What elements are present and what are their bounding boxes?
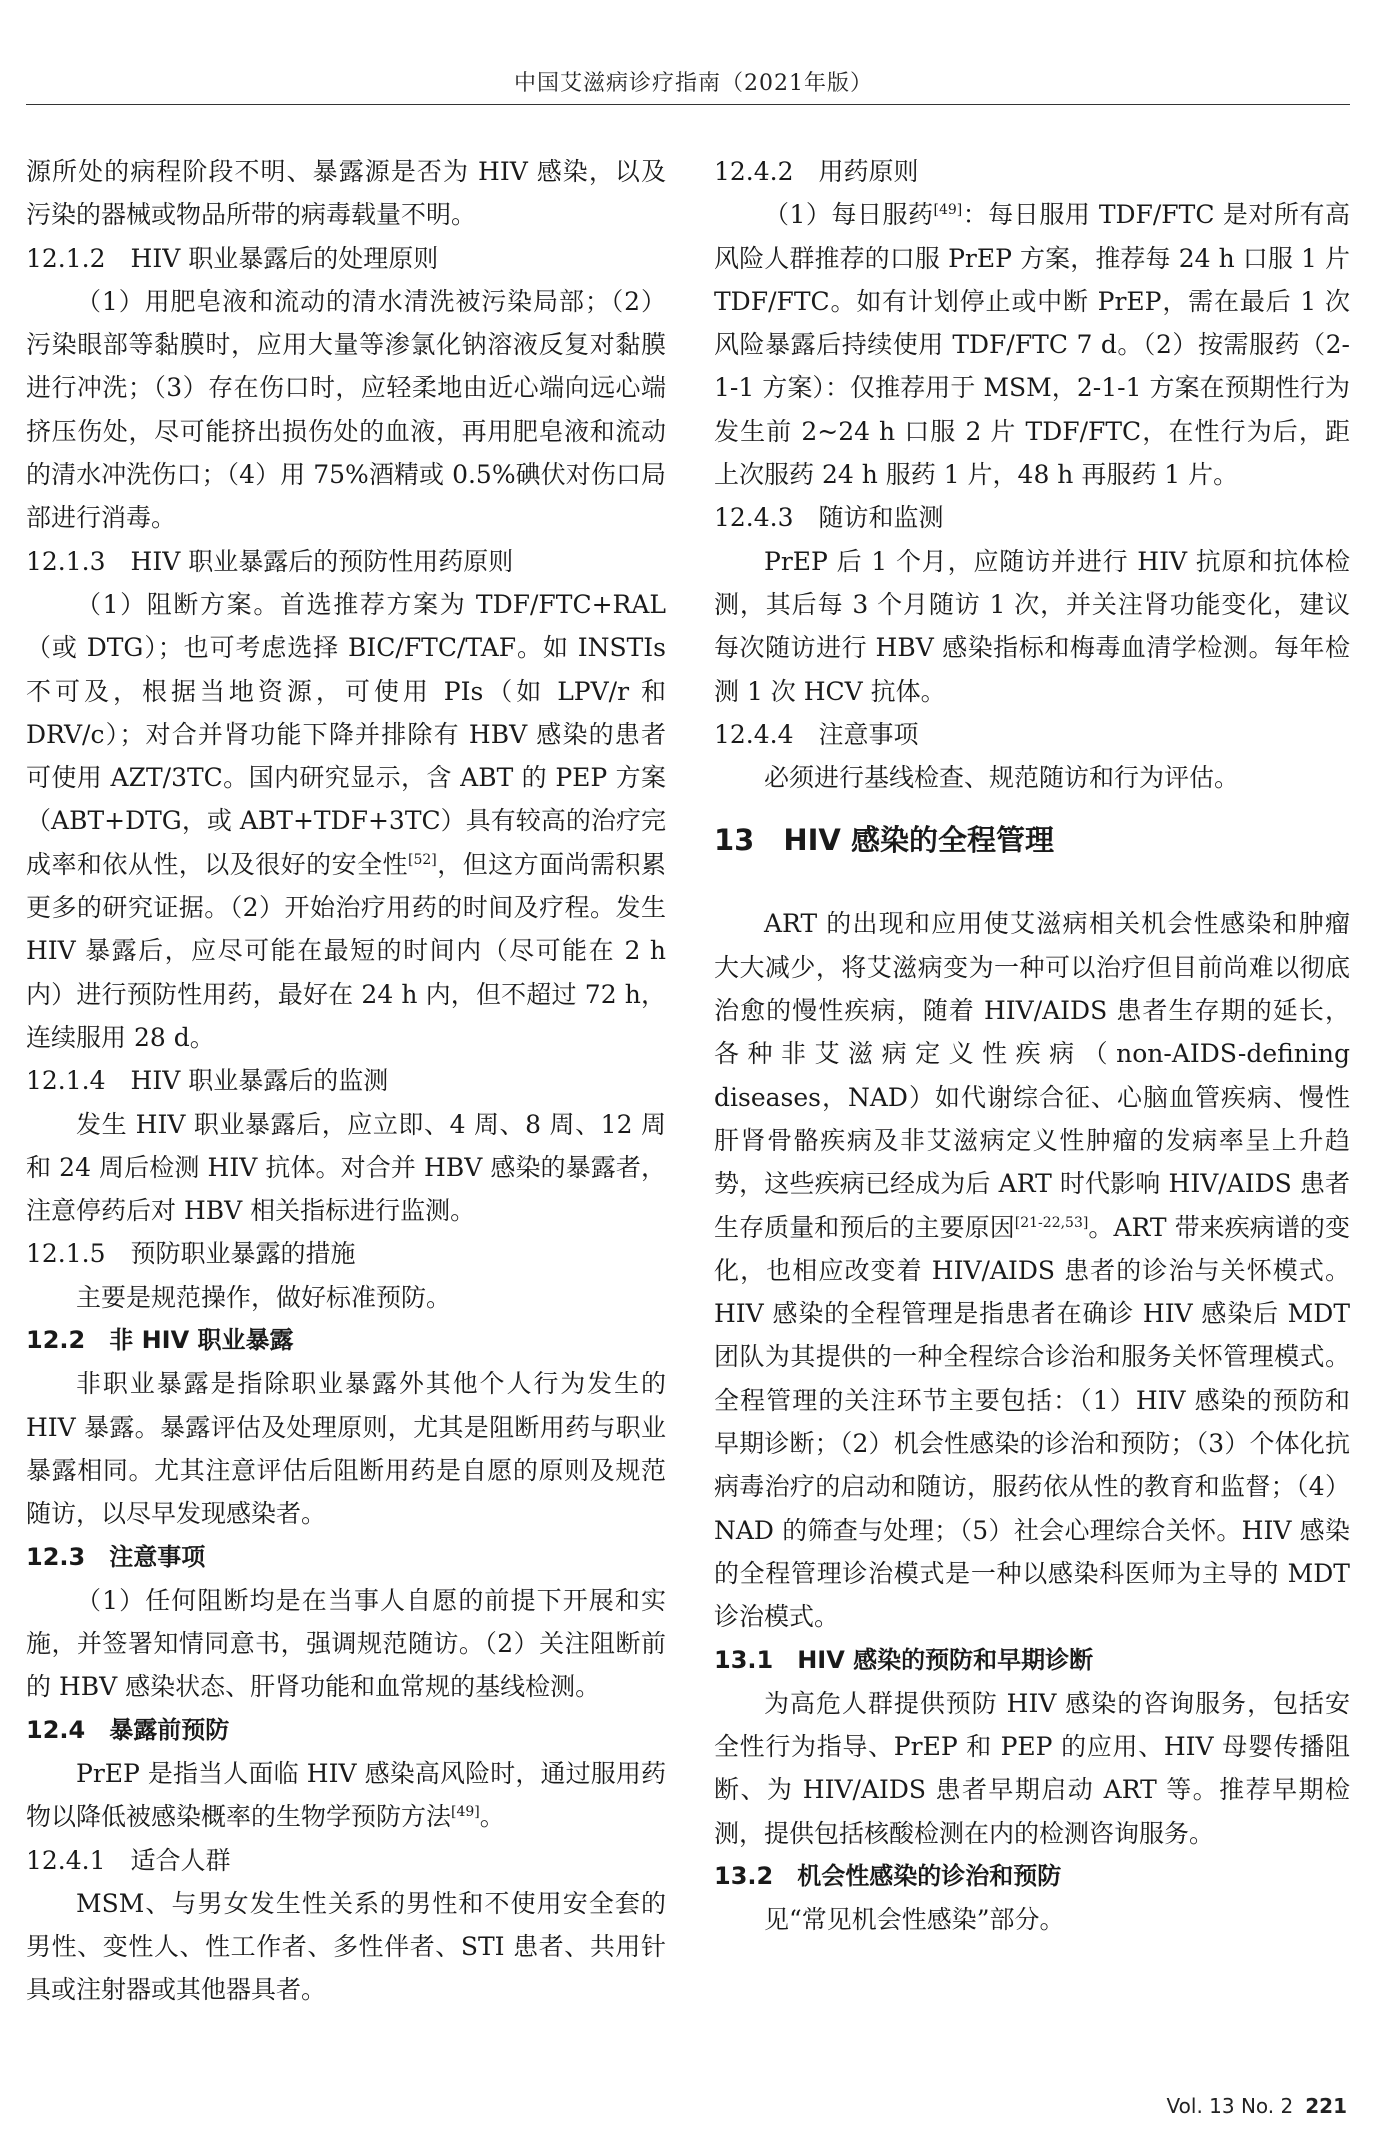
paragraph-text: PrEP 后 1 个月，应随访并进行 HIV 抗原和抗体检测，其后每 3 个月随访 1 次，并关注肾功能变化，建议每次随访进行 HBV 感染指标和梅毒血清学检测。每年检测 1 次 HCV 抗体。 xyxy=(714,546,1350,706)
citation-ref: [49] xyxy=(451,1804,480,1821)
paragraph-text: 为高危人群提供预防 HIV 感染的咨询服务，包括安全性行为指导、PrEP 和 PEP 的应用、HIV 母婴传播阻断、为 HIV/AIDS 患者早期启动 ART 等。推荐早期检测，提供包括核酸检测在内的检测咨询服务。 xyxy=(714,1688,1350,1848)
paragraph xyxy=(714,1898,1350,1941)
sub-subsection-heading: 12.1.2 HIV 职业暴露后的处理原则 xyxy=(26,243,439,273)
paragraph xyxy=(714,193,1350,496)
paragraph-text: PrEP 是指当人面临 HIV 感染高风险时，通过服用药物以降低被感染概率的生物学预防方法 xyxy=(26,1758,666,1832)
paragraph-text: 主要是规范操作，做好标准预防。 xyxy=(76,1282,452,1312)
left-column xyxy=(26,150,666,2012)
paragraph-text-cont: ：每日服用 TDF/FTC 是对所有高风险人群推荐的口服 PrEP 方案，推荐每 24 h 口服 1 片 TDF/FTC。如有计划停止或中断 PrEP，需在最后 1 次风险暴露后持续使用 TDF/FTC 7 d。（2）按需服药（2-1-1 方案）：仅推荐用于 MSM，2-1-1 方案在预期性行为发生前 2~24 h 口服 2 片 TDF/FTC，在性行为后，距上次服药 24 h 服药 1 片，48 h 再服药 1 片。 xyxy=(714,200,1350,490)
subsection-heading: 12.3 注意事项 xyxy=(26,1542,206,1571)
sub-subsection-heading: 12.4.3 随访和监测 xyxy=(714,503,944,533)
sub-subsection-heading: 12.4.4 注意事项 xyxy=(714,719,919,749)
paragraph xyxy=(26,1579,666,1709)
paragraph-text: 必须进行基线检查、规范随访和行为评估。 xyxy=(764,763,1240,793)
paragraph-text: （1）每日服药 xyxy=(764,200,934,230)
paragraph-text: （1）任何阻断均是在当事人自愿的前提下开展和实施，并签署知情同意书，强调规范随访。（2）关注阻断前的 HBV 感染状态、肝肾功能和血常规的基线检测。 xyxy=(26,1585,666,1702)
paragraph-text: MSM、与男女发生性关系的男性和不使用安全套的男性、变性人、性工作者、多性伴者、STI 患者、共用针具或注射器或其他器具者。 xyxy=(26,1888,666,2005)
paragraph-text: 非职业暴露是指除职业暴露外其他个人行为发生的 HIV 暴露。暴露评估及处理原则，尤其是阻断用药与职业暴露相同。尤其注意评估后阻断用药是自愿的原则及规范随访，以尽早发现感染者。 xyxy=(26,1369,666,1529)
page-footer xyxy=(1167,2094,1347,2118)
paragraph-text-cont: 。ART 带来疾病谱的变化，也相应改变着 HIV/AIDS 患者的诊治与关怀模式。HIV 感染的全程管理是指患者在确诊 HIV 感染后 MDT 团队为其提供的一种全程综合诊治和服务关怀管理模式。全程管理的关注环节主要包括：（1）HIV 感染的预防和早期诊断；（2）机会性感染的诊治和预防；（3）个体化抗病毒治疗的启动和随访，服药依从性的教育和监督；（4）NAD 的筛查与处理；（5）社会心理综合关怀。HIV 感染的全程管理诊治模式是一种以感染科医师为主导的 MDT 诊治模式。 xyxy=(714,1212,1350,1632)
sub-subsection-heading: 12.4.2 用药原则 xyxy=(714,157,919,186)
subsection-heading: 12.2 非 HIV 职业暴露 xyxy=(26,1326,294,1355)
paragraph-text-cont: 。 xyxy=(479,1802,505,1832)
paragraph xyxy=(714,540,1350,713)
paragraph xyxy=(26,1752,666,1839)
sub-subsection-heading: 12.1.5 预防职业暴露的措施 xyxy=(26,1239,356,1269)
volume-issue: Vol. 13 No. 2 xyxy=(1166,2094,1294,2118)
paragraph xyxy=(26,583,666,1059)
subsection-heading: 13.2 机会性感染的诊治和预防 xyxy=(714,1861,1062,1890)
paragraph xyxy=(26,150,666,237)
citation-ref: [49] xyxy=(933,202,963,219)
paragraph xyxy=(26,1103,666,1233)
paragraph xyxy=(26,1882,666,2012)
subsection-heading: 13.1 HIV 感染的预防和早期诊断 xyxy=(714,1645,1094,1674)
subsection-heading: 12.4 暴露前预防 xyxy=(26,1715,230,1744)
running-header: 中国艾滋病诊疗指南（2021年版） xyxy=(514,71,873,96)
paragraph-text: 见“常见机会性感染”部分。 xyxy=(764,1905,1065,1935)
citation-ref: [21-22,53] xyxy=(1014,1214,1089,1231)
paragraph-text: ART 的出现和应用使艾滋病相关机会性感染和肿瘤大大减少，将艾滋病变为一种可以治疗但目前尚难以彻底治愈的慢性疾病，随着 HIV/AIDS 患者生存期的延长，各种非艾滋病定义性疾病（non-AIDS-defining diseases，NAD）如代谢综合征、心脑血管疾病、慢性肝肾骨骼疾病及非艾滋病定义性肿瘤的发病率呈上升趋势，这些疾病已经成为后 ART 时代影响 HIV/AIDS 患者生存质量和预后的主要原因 xyxy=(714,909,1350,1242)
paragraph xyxy=(714,756,1350,799)
section-heading: 13 HIV 感染的全程管理 xyxy=(714,823,1054,858)
right-column xyxy=(714,150,1350,1942)
paragraph xyxy=(714,902,1350,1638)
paragraph xyxy=(26,1276,666,1319)
paragraph-text-cont: ，但这方面尚需积累更多的研究证据。（2）开始治疗用药的时间及疗程。发生 HIV 暴露后，应尽可能在最短的时间内（尽可能在 2 h 内）进行预防性用药，最好在 24 h 内，但不超过 72 h，连续服用 28 d。 xyxy=(26,849,666,1052)
paragraph-text: 源所处的病程阶段不明、暴露源是否为 HIV 感染，以及污染的器械或物品所带的病毒载量不明。 xyxy=(26,157,666,230)
paragraph xyxy=(26,1362,666,1535)
header-rule xyxy=(26,104,1350,105)
paragraph xyxy=(714,1682,1350,1855)
sub-subsection-heading: 12.1.3 HIV 职业暴露后的预防性用药原则 xyxy=(26,546,514,576)
paragraph-text: （1）阻断方案。首选推荐方案为 TDF/FTC+RAL（或 DTG）；也可考虑选择 BIC/FTC/TAF。如 INSTIs 不可及，根据当地资源，可使用 PIs（如 LPV/r 和 DRV/c）；对合并肾功能下降并排除有 HBV 感染的患者可使用 AZT/3TC。国内研究显示，含 ABT 的 PEP 方案（ABT+DTG，或 ABT+TDF+3TC）具有较高的治疗完成率和依从性，以及很好的安全性 xyxy=(26,589,666,879)
sub-subsection-heading: 12.1.4 HIV 职业暴露后的监测 xyxy=(26,1066,389,1096)
sub-subsection-heading: 12.4.1 适合人群 xyxy=(26,1845,231,1875)
citation-ref: [52] xyxy=(408,851,437,868)
paragraph xyxy=(26,280,666,540)
paragraph-text: 发生 HIV 职业暴露后，应立即、4 周、8 周、12 周和 24 周后检测 HIV 抗体。对合并 HBV 感染的暴露者，注意停药后对 HBV 相关指标进行监测。 xyxy=(26,1109,666,1226)
paragraph-text: （1）用肥皂液和流动的清水清洗被污染局部；（2）污染眼部等黏膜时，应用大量等渗氯化钠溶液反复对黏膜进行冲洗；（3）存在伤口时，应轻柔地由近心端向远心端挤压伤处，尽可能挤出损伤处的血液，再用肥皂液和流动的清水冲洗伤口；（4）用 75%酒精或 0.5%碘伏对伤口局部进行消毒。 xyxy=(26,286,666,533)
page-number: 221 xyxy=(1305,2094,1347,2118)
